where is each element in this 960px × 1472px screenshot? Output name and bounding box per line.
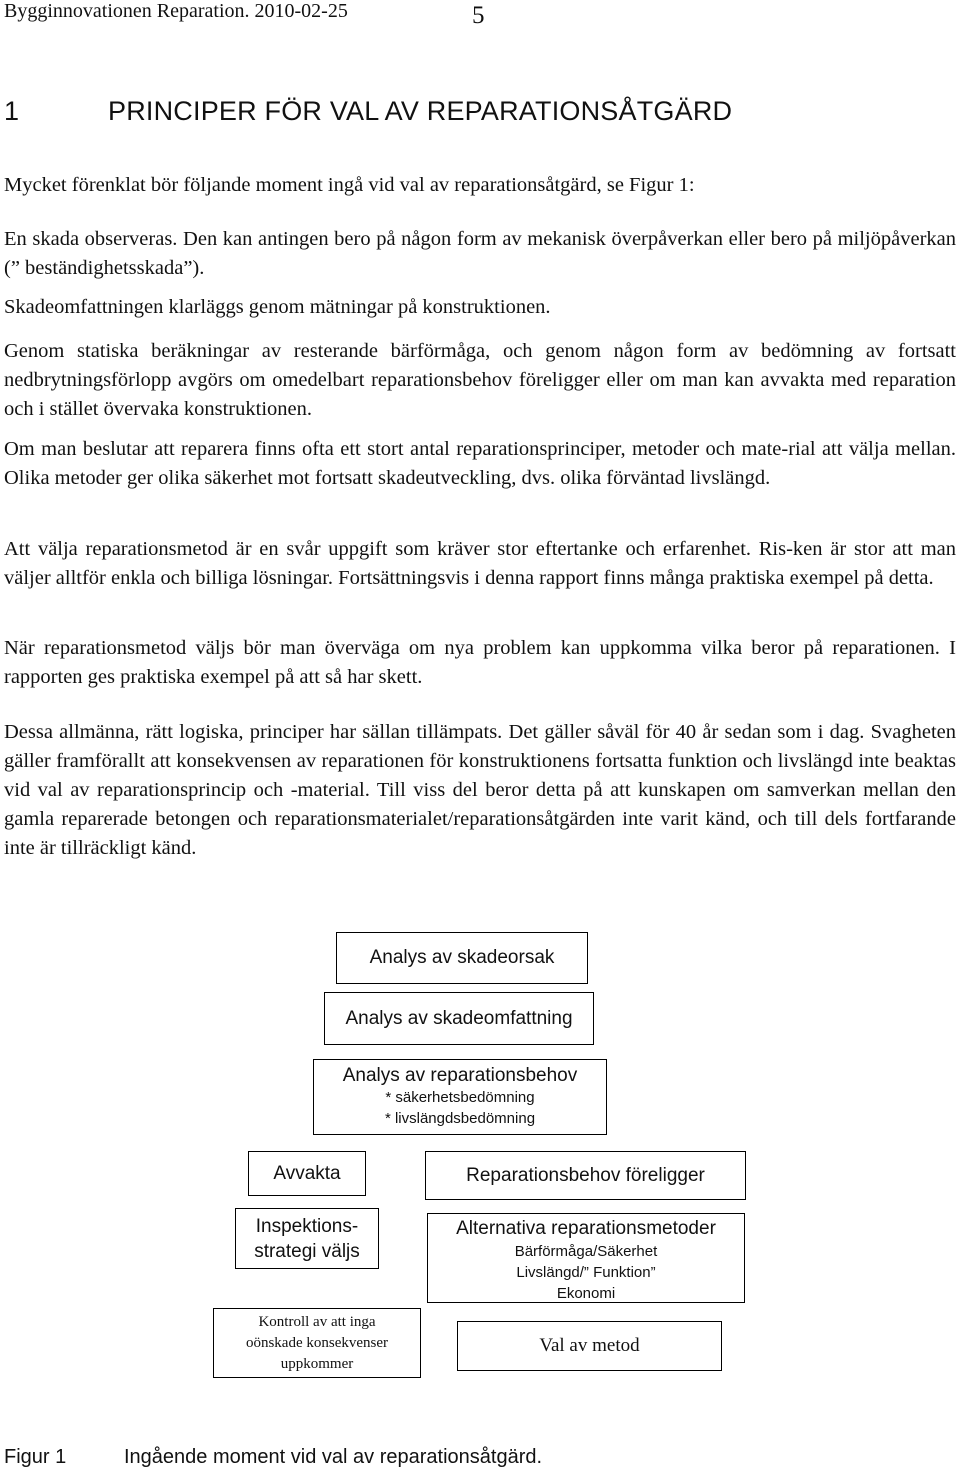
figure-label: Figur 1 [4, 1446, 67, 1468]
section-heading [4, 96, 732, 127]
figure-caption [4, 1446, 542, 1469]
box-alternativa-reparationsmetoder [427, 1213, 745, 1303]
box-analys-skadeomfattning [324, 992, 594, 1045]
box-analys-skadeorsak [336, 932, 588, 984]
section-title: PRINCIPER FÖR VAL AV REPARATIONSÅTGÄRD [108, 96, 733, 126]
box-reparationsbehov-foreligger [425, 1151, 746, 1200]
box-val-av-metod-label: Val av metod [539, 1335, 640, 1356]
paragraph-principles: Om man beslutar att reparera finns ofta ett stort antal reparationsprinciper, metoder och mate-rial att välja mellan. Olika metoder ger olika säkerhet mot fortsatt skadeutveckling, dvs. olika förväntad livslängd. [4, 438, 956, 489]
paragraph-new-problems: När reparationsmetod väljs bör man överväga om nya problem kan uppkomma vilka beror på reparationen. I rapporten ges praktiska exempel på att så har skett. [4, 637, 956, 688]
box-analys-skadeorsak-label: Analys av skadeorsak [369, 947, 555, 968]
box-inspektionsstrategi [235, 1208, 379, 1269]
box-foreligger-label: Reparationsbehov föreligger [466, 1165, 705, 1186]
box-inspektion-line1: Inspektions- [255, 1216, 359, 1237]
paragraph-method: Att välja reparationsmetod är en svår uppgift som kräver stor eftertanke och erfarenhet. Ris-ken är stor att man väljer alltför enkla och billiga lösningar. Fortsättningsvis i denna rapport finns många praktiska exempel på detta. [4, 538, 956, 589]
paragraph-intro: Mycket förenklat bör följande moment ingå vid val av reparationsåtgärd, se Figur 1: [4, 174, 695, 196]
box-alternativa-line3: Ekonomi [556, 1285, 616, 1302]
box-kontroll-line2: oönskade konsekvenser [245, 1335, 389, 1351]
box-alternativa-title: Alternativa reparationsmetoder [456, 1218, 716, 1239]
box-reparationsbehov-line1: * säkerhetsbedömning [385, 1089, 535, 1106]
section-number: 1 [4, 96, 20, 126]
paragraph-observation: En skada observeras. Den kan antingen bero på någon form av mekanisk överpåverkan eller bero på miljöpåverkan (” beständighetsskada”). [4, 228, 956, 279]
box-kontroll [213, 1308, 421, 1378]
box-alternativa-line2: Livslängd/” Funktion” [516, 1264, 656, 1281]
paragraph-calculation: Genom statiska beräkningar av resterande bärförmåga, och genom någon form av bedömning av fortsatt nedbrytningsförlopp avgörs om omedelbart reparationsbehov föreligger eller om man kan avvakta med reparation och i stället övervaka konstruktionen. [4, 340, 956, 420]
paragraph-measurement: Skadeomfattningen klarläggs genom mätningar på konstruktionen. [4, 296, 551, 318]
box-analys-reparationsbehov [313, 1059, 607, 1135]
box-avvakta-label: Avvakta [273, 1163, 341, 1184]
running-header: Bygginnovationen Reparation. 2010-02-25 [4, 0, 348, 22]
box-kontroll-line1: Kontroll av att inga [258, 1314, 376, 1330]
box-analys-skadeomfattning-label: Analys av skadeomfattning [345, 1008, 573, 1029]
box-reparationsbehov-line2: * livslängdsbedömning [384, 1110, 536, 1127]
box-inspektion-line2: strategi väljs [254, 1241, 360, 1262]
page-number: 5 [472, 2, 485, 29]
box-reparationsbehov-title: Analys av reparationsbehov [342, 1065, 578, 1086]
box-alternativa-line1: Bärförmåga/Säkerhet [514, 1243, 658, 1260]
paragraph-general: Dessa allmänna, rätt logiska, principer har sällan tillämpats. Det gäller såväl för 40 år sedan som i dag. Svagheten gäller framförallt att konsekvensen av reparationen för konstruktionens fortsatta funktion och livslängd inte beaktas vid val av reparationsprincip och -material. Till viss del beror detta på att kunskapen om samverkan mellan den gamla reparerade betongen och reparationsmaterialet/reparationsåtgärden inte varit känd, och till dels fortfarande inte är tillräckligt känd. [4, 721, 956, 859]
box-kontroll-line3: uppkommer [280, 1356, 354, 1372]
box-val-av-metod [457, 1321, 722, 1371]
box-avvakta [248, 1151, 366, 1196]
figure-caption-text: Ingående moment vid val av reparationsåtgärd. [124, 1446, 543, 1468]
